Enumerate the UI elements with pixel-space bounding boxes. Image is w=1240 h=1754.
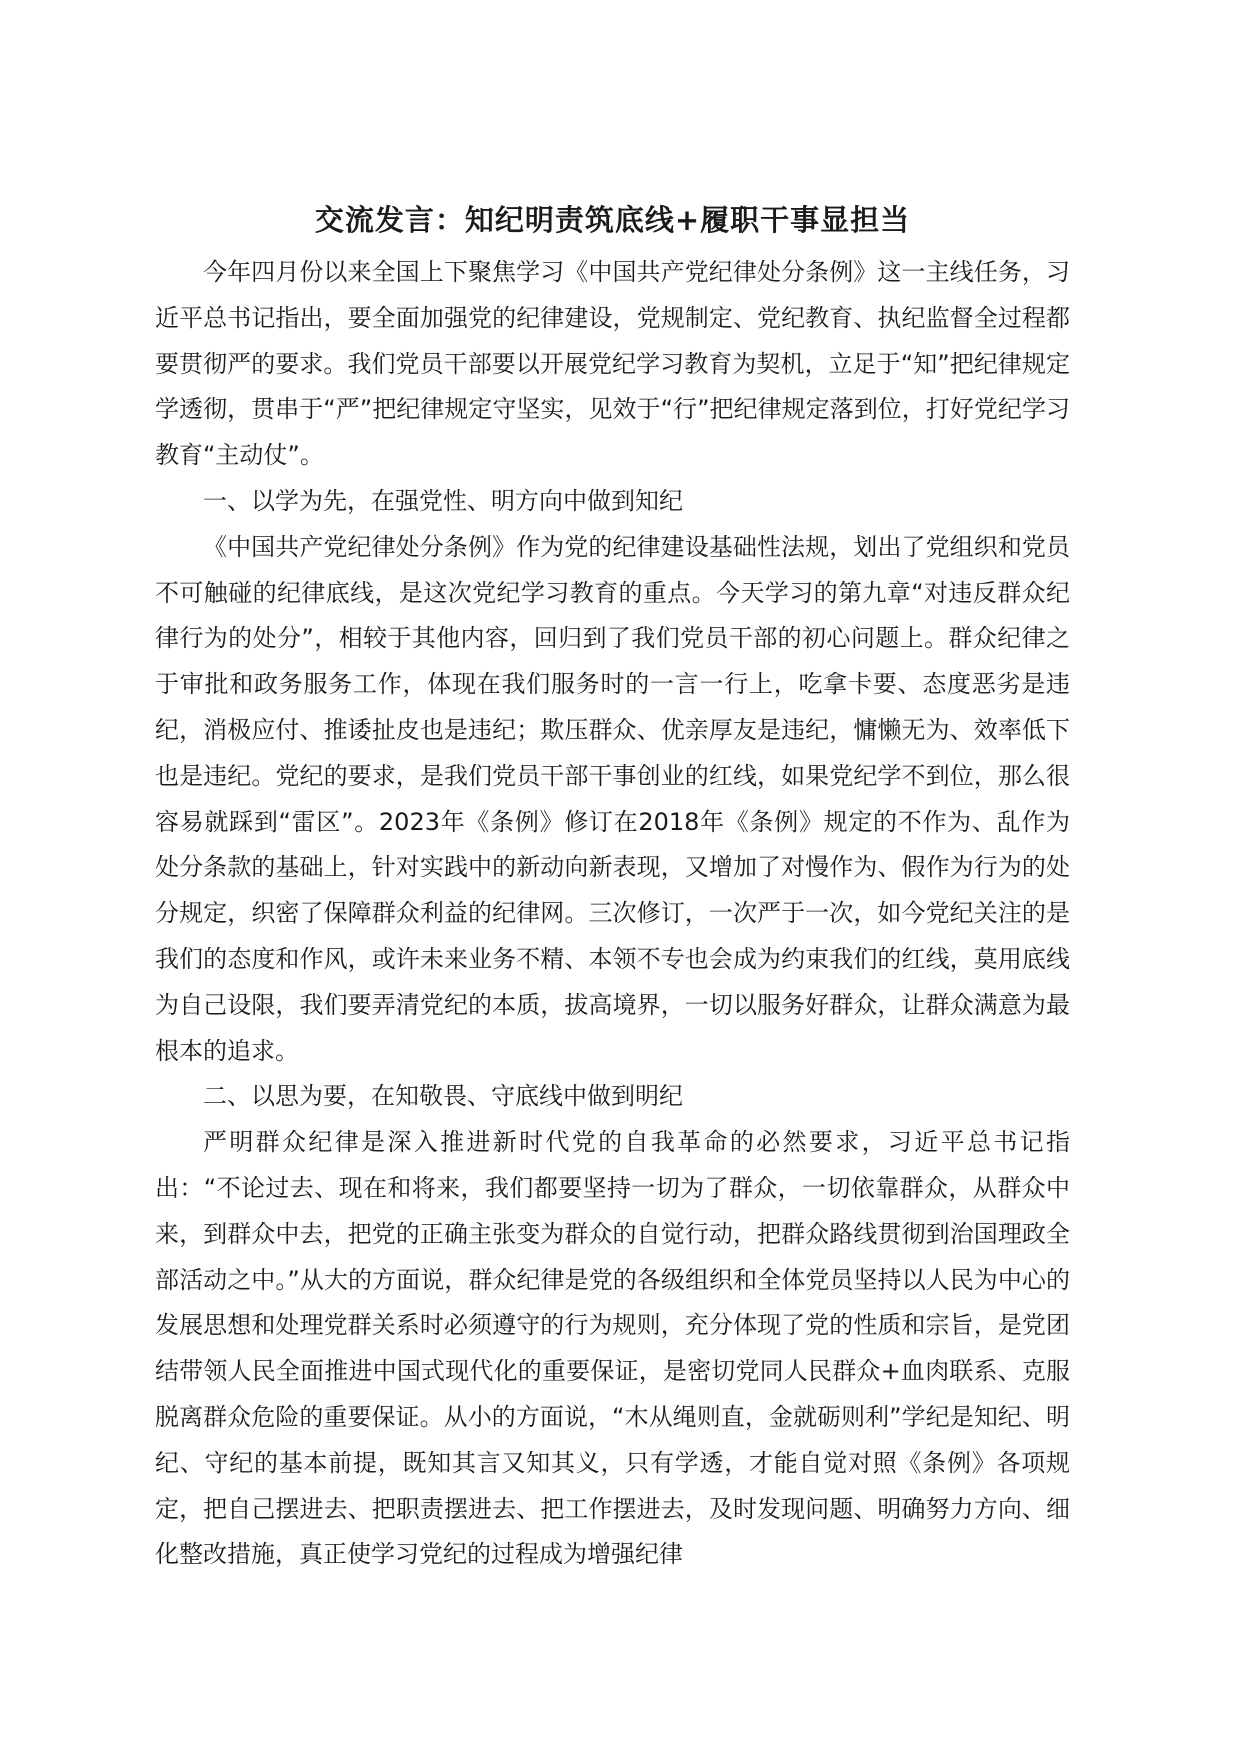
section-2-paragraph: 严明群众纪律是深入推进新时代党的自我革命的必然要求，习近平总书记指出：“不论过去、现在和将来，我们都要坚持一切为了群众，一切依靠群众，从群众中来，到群众中去，把党的正确主张变为群众的自觉行动，把群众路线贯彻到治国理政全部活动之中。”从大的方面说，群众纪律是党的各级组织和全体党员坚持以人民为中心的发展思想和处理党群关系时必须遵守的行为规则，充分体现了党的性质和宗旨，是党团结带领人民全面推进中国式现代化的重要保证，是密切党同人民群众+血肉联系、克服脱离群众危险的重要保证。从小的方面说，“木从绳则直，金就砺则利”学纪是知纪、明纪、守纪的基本前提，既知其言又知其义，只有学透，才能自觉对照《条例》各项规定，把自己摆进去、把职责摆进去、把工作摆进去，及时发现问题、明确努力方向、细化整改措施，真正使学习党纪的过程成为增强纪律	[155, 1128, 1070, 1569]
intro-paragraph: 今年四月份以来全国上下聚焦学习《中国共产党纪律处分条例》这一主线任务，习近平总书记指出，要全面加强党的纪律建设，党规制定、党纪教育、执纪监督全过程都要贯彻严的要求。我们党员干部要以开展党纪学习教育为契机，立足于“知”把纪律规定学透彻，贯串于“严”把纪律规定守坚实，见效于“行”把纪律规定落到位，打好党纪学习教育“主动仗”。	[155, 258, 1070, 470]
document-title: 交流发言：知纪明责筑底线+履职干事显担当	[314, 203, 911, 237]
document-page	[155, 196, 1070, 1578]
section-1-heading: 一、以学为先，在强党性、明方向中做到知纪	[203, 486, 683, 515]
section-2-heading: 二、以思为要，在知敬畏、守底线中做到明纪	[203, 1082, 683, 1111]
section-1-paragraph: 《中国共产党纪律处分条例》作为党的纪律建设基础性法规，划出了党组织和党员不可触碰的纪律底线，是这次党纪学习教育的重点。今天学习的第九章“对违反群众纪律行为的处分”，相较于其他内容，回归到了我们党员干部的初心问题上。群众纪律之于审批和政务服务工作，体现在我们服务时的一言一行上，吃拿卡要、态度恶劣是违纪，消极应付、推诿扯皮也是违纪；欺压群众、优亲厚友是违纪，慵懒无为、效率低下也是违纪。党纪的要求，是我们党员干部干事创业的红线，如果党纪学不到位，那么很容易就踩到“雷区”。2023年《条例》修订在2018年《条例》规定的不作为、乱作为处分条款的基础上，针对实践中的新动向新表现，又增加了对慢作为、假作为行为的处分规定，织密了保障群众利益的纪律网。三次修订，一次严于一次，如今党纪关注的是我们的态度和作风，或许未来业务不精、本领不专也会成为约束我们的红线，莫用底线为自己设限，我们要弄清党纪的本质，拔高境界，一切以服务好群众，让群众满意为最根本的追求。	[155, 532, 1070, 1065]
